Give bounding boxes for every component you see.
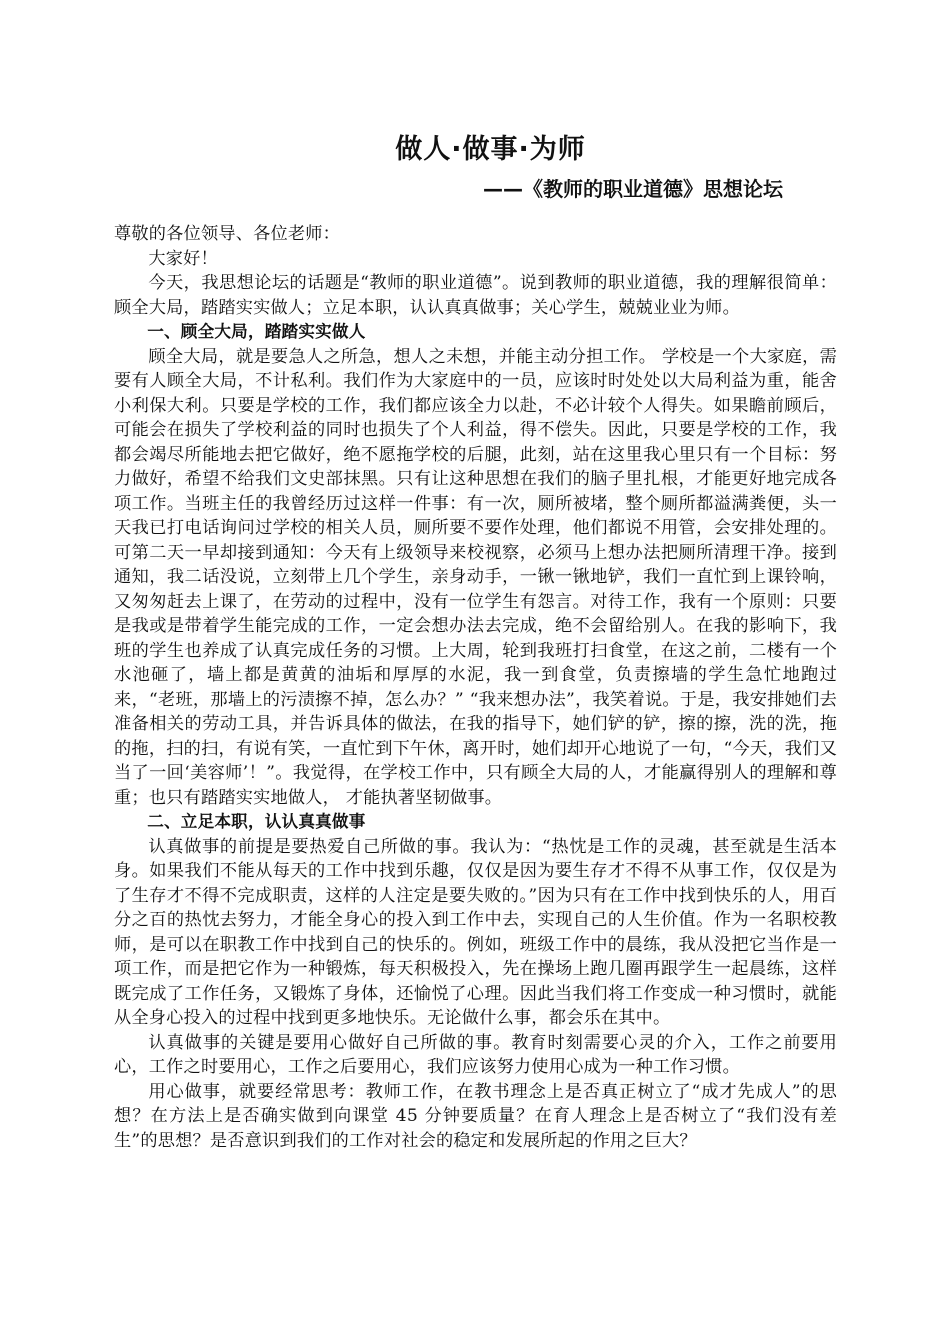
section-2-heading: 二、立足本职，认认真真做事 bbox=[147, 812, 366, 831]
section-2-paragraph-3: 用心做事，就要经常思考：教师工作，在教书理念上是否真正树立了“成才先成人”的思想？在方法上是否确实做到向课堂 45 分钟要质量？在育人理念上是否树立了“我们没有差生”的思想？是否意识到我们的工作对社会的稳定和发展所起的作用之巨大？ bbox=[114, 1081, 837, 1151]
document-body bbox=[114, 222, 837, 1153]
salutation: 尊敬的各位领导、各位老师： bbox=[114, 224, 341, 244]
document-title: 做人·做事·为师 bbox=[395, 134, 586, 165]
intro-paragraph: 今天，我思想论坛的话题是“教师的职业道德”。说到教师的职业道德，我的理解很简单：顾全大局，踏踏实实做人；立足本职，认认真真做事；关心学生，兢兢业业为师。 bbox=[114, 273, 837, 318]
greeting: 大家好！ bbox=[148, 248, 218, 269]
section-1-paragraph: 顾全大局，就是要急人之所急，想人之未想，并能主动分担工作。 学校是一个大家庭，需要有人顾全大局，不计私利。我们作为大家庭中的一员，应该时时处处以大局利益为重，能舍小利保大利。只要是学校的工作，我们都应该全力以赴，不必计较个人得失。如果瞻前顾后，可能会在损失了学校利益的同时也损失了个人利益，得不偿失。因此，只要是学校的工作，我都会竭尽所能地去把它做好，绝不愿拖学校的后腿，此刻，站在这里我心里只有一个目标：努力做好，希望不给我们文史部抹黑。只有让这种思想在我们的脑子里扎根，才能更好地完成各项工作。当班主任的我曾经历过这样一件事：有一次，厕所被堵，整个厕所都溢满粪便，头一天我已打电话询问过学校的相关人员，厕所要不要作处理，他们都说不用管，会安排处理的。可第二天一早却接到通知：今天有上级领导来校视察，必须马上想办法把厕所清理干净。接到通知，我二话没说，立刻带上几个学生，亲身动手，一锹一锹地铲，我们一直忙到上课铃响，又匆匆赶去上课了，在劳动的过程中，没有一位学生有怨言。对待工作，我有一个原则：只要是我或是带着学生能完成的工作，一定会想办法去完成，绝不会留给别人。在我的影响下，我班的学生也养成了认真完成任务的习惯。上大周，轮到我班打扫食堂，在这之前，二楼有一个水池砸了，墙上都是黄黄的油垢和厚厚的水泥，我一到食堂，负责擦墙的学生急忙地跑过来，“老班，那墙上的污渍擦不掉，怎么办？” “我来想办法”，我笑着说。于是，我安排她们去准备相关的劳动工具，并告诉具体的做法，在我的指导下，她们铲的铲，擦的擦，洗的洗，拖的拖，扫的扫，有说有笑，一直忙到下午休，离开时，她们却开心地说了一句，“今天，我们又当了一回‘美容师’！”。我觉得，在学校工作中，只有顾全大局的人，才能赢得别人的理解和尊重；也只有踏踏实实地做人， 才能执著坚韧做事。 bbox=[114, 346, 837, 808]
section-2-paragraph-1: 认真做事的前提是要热爱自己所做的事。我认为：“热忱是工作的灵魂，甚至就是生活本身。如果我们不能从每天的工作中找到乐趣，仅仅是因为要生存才不得不从事工作，仅仅是为了生存才不得不完成职责，这样的人注定是要失败的。”因为只有在工作中找到快乐的人，用百分之百的热忱去努力，才能全身心的投入到工作中去，实现自己的人生价值。作为一名职校教师，是可以在职教工作中找到自己的快乐的。例如，班级工作中的晨练，我从没把它当作是一项工作，而是把它作为一种锻炼，每天积极投入，先在操场上跑几圈再跟学生一起晨练，这样既完成了工作任务，又锻炼了身体，还愉悦了心理。因此当我们将工作变成一种习惯时，就能从全身心投入的过程中找到更多地快乐。无论做什么事，都会乐在其中。 bbox=[114, 836, 837, 1028]
section-2-paragraph-2: 认真做事的关键是要用心做好自己所做的事。教育时刻需要心灵的介入，工作之前要用心，工作之时要用心，工作之后要用心，我们应该努力使用心成为一种工作习惯。 bbox=[114, 1032, 837, 1077]
document-subtitle: ——《教师的职业道德》思想论坛 bbox=[483, 177, 783, 201]
section-1-heading: 一、顾全大局，踏踏实实做人 bbox=[147, 322, 366, 341]
document-page bbox=[114, 128, 837, 1153]
